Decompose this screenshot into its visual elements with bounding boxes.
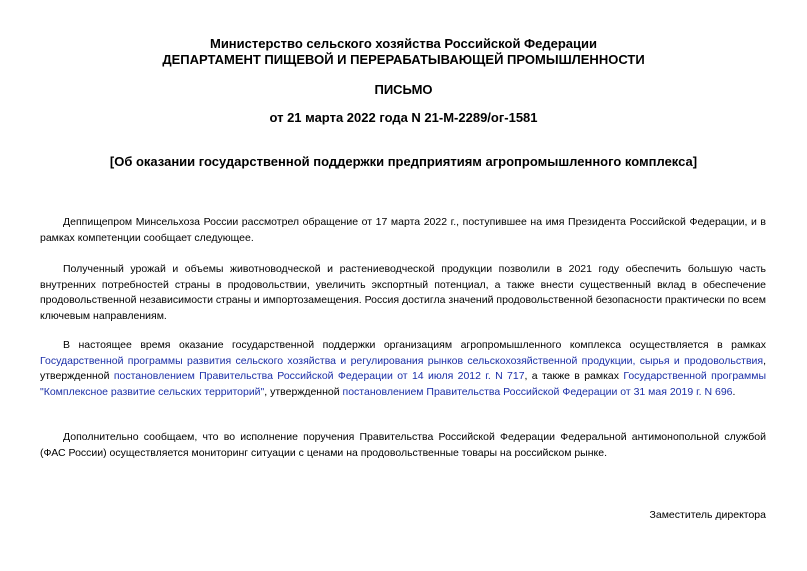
paragraph-3-text-5: . [732, 385, 736, 398]
paragraph-4: Дополнительно сообщаем, что во исполнение поручения Правительства Российской Федерации Федеральной антимонопольной службой (ФАС России) осуществляется мониторинг ситуации с ценами на продовольственные товары на российском рынке. [40, 431, 766, 459]
document-type: ПИСЬМО [374, 82, 433, 97]
document-subject: [Об оказании государственной поддержки предприятиям агропромышленного комплекса] [109, 154, 698, 169]
signature-position: Заместитель директора [649, 509, 766, 521]
link-state-program-agriculture[interactable]: Государственной программы развития сельского хозяйства и регулирования рынков сельскохозяйственной продукции, сырья и продовольствия [40, 354, 764, 367]
paragraph-3-text-3: , а также в рамках [524, 370, 624, 382]
paragraph-1: Деппищепром Минсельхоза России рассмотрел обращение от 17 марта 2022 г., поступившее на имя Президента Российской Федерации, и в рамках компетенции сообщает следующее. [40, 216, 766, 244]
ministry-name: Министерство сельского хозяйства Российской Федерации [209, 36, 597, 51]
link-decree-717[interactable]: постановлением Правительства Российской Федерации от 14 июля 2012 г. N 717 [113, 370, 525, 382]
paragraph-3-text-1: В настоящее время оказание государственной поддержки организациям агропромышленного комплекса осуществляется в рамках [63, 339, 766, 351]
link-state-program-rural[interactable]: Государственной программы "Комплексное развитие сельских территорий" [40, 370, 766, 398]
paragraph-3-text-2: , утвержденной [40, 354, 766, 382]
paragraph-3 [40, 338, 766, 400]
document-date-number: от 21 марта 2022 года N 21-М-2289/ог-1581 [269, 110, 538, 125]
paragraph-2: Полученный урожай и объемы животноводческой и растениеводческой продукции позволили в 2021 году обеспечить большую часть внутренних потребностей страны в продовольствии, увеличить экспортный потенциал, а также внести существенный вклад в обеспечение продовольственной независимости страны и импортозамещения. Россия достигла значений продовольственной безопасности практически по всем ключевым направлениям. [40, 263, 766, 322]
paragraph-3-text-4: , утвержденной [264, 385, 343, 398]
link-decree-696[interactable]: постановлением Правительства Российской Федерации от 31 мая 2019 г. N 696 [342, 385, 733, 398]
department-name: ДЕПАРТАМЕНТ ПИЩЕВОЙ И ПЕРЕРАБАТЫВАЮЩЕЙ ПРОМЫШЛЕННОСТИ [162, 52, 645, 67]
